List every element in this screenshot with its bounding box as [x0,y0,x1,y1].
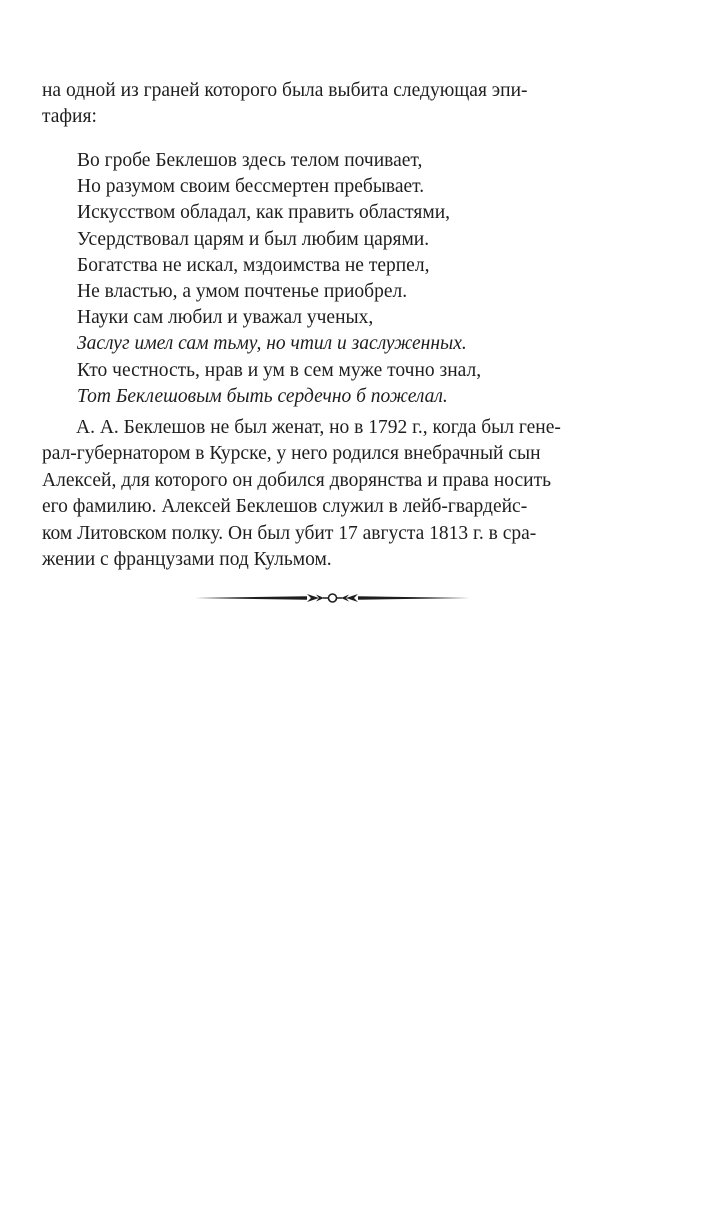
intro-text [42,78,630,130]
epitaph-verse: Богатства не искал, мздоимства не терпел, [77,254,430,276]
intro-line: на одной из граней которого была выбита следующая эпи- [42,80,528,101]
epitaph-verse: Науки сам любил и уважал ученых, [77,307,374,329]
epitaph-verse: Усердствовал царям и был любим царями. [77,228,430,250]
epitaph-poem [77,148,637,410]
epitaph-verse-italic: Тот Беклешовым быть сердечно б пожелал. [77,385,448,407]
epitaph-verse-italic: Заслуг имел сам тьму, но чтил и заслуженных. [77,333,467,355]
ornamental-divider-icon [195,588,470,608]
intro-line: тафия: [42,106,97,127]
epitaph-verse: Искусством обладал, как править областями, [77,202,451,224]
epitaph-verse: Кто честность, нрав и ум в сем муже точно знал, [77,359,482,381]
body-paragraph [42,415,632,573]
paragraph-line: рал-губернатором в Курске, у него родился внебрачный сын [42,443,541,465]
paragraph-line: жении с французами под Кульмом. [42,549,332,571]
paragraph-line: ком Литовском полку. Он был убит 17 августа 1813 г. в сра- [42,522,537,544]
epitaph-verse: Во гробе Беклешов здесь телом почивает, [77,150,423,171]
paragraph-line: Алексей, для которого он добился дворянства и права носить [42,469,551,491]
epitaph-verse: Не властью, а умом почтенье приобрел. [77,281,408,303]
epitaph-verse: Но разумом своим бессмертен пребывает. [77,176,425,198]
paragraph-line: А. А. Беклешов не был женат, но в 1792 г., когда был гене- [76,417,561,438]
paragraph-line: его фамилию. Алексей Беклешов служил в лейб-гвардейс- [42,496,528,518]
